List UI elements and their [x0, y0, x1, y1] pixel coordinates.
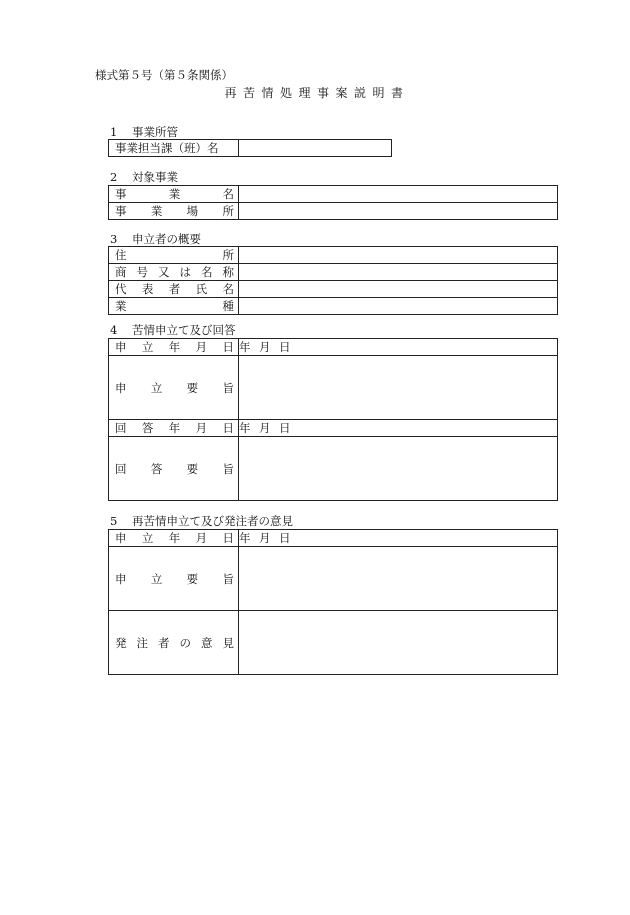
label-char: 申 [115, 380, 127, 395]
row-value-field[interactable] [239, 264, 558, 281]
date-field[interactable] [239, 530, 558, 547]
label-char: 旨 [222, 380, 234, 395]
row-label [109, 437, 239, 501]
label-char: 申 [115, 571, 127, 586]
label-char: 業 [115, 299, 127, 313]
label-char: 者 [168, 282, 181, 296]
label-char: 住 [115, 248, 127, 262]
label-char: 代 [115, 282, 127, 296]
row-label [109, 264, 239, 281]
label-char: 月 [195, 421, 208, 435]
date-year: 年 [239, 421, 251, 435]
section-number: 4 [110, 323, 118, 337]
label-char: 年 [168, 340, 181, 354]
label-char: 場 [186, 204, 199, 218]
label-char: 月 [195, 340, 208, 354]
label-char: 日 [222, 421, 234, 435]
row-label [109, 611, 239, 675]
row-value-field[interactable] [239, 356, 558, 420]
row-label: 事業担当課（班）名 [109, 140, 239, 157]
section-number: 3 [110, 232, 118, 246]
label-char: 旨 [222, 461, 234, 476]
label-char: 年 [168, 531, 181, 545]
row-value-field[interactable] [239, 186, 558, 203]
row-value-field[interactable] [239, 437, 558, 501]
label-char: 氏 [195, 282, 208, 296]
row-value-field[interactable] [239, 281, 558, 298]
row-value-field[interactable] [239, 203, 558, 220]
row-label [109, 547, 239, 611]
row-label [109, 420, 239, 437]
row-label [109, 203, 239, 220]
section-4-heading [110, 322, 236, 338]
section-5-table [108, 529, 558, 675]
date-day: 日 [279, 340, 291, 354]
form-number: 様式第５号（第５条関係） [95, 68, 233, 82]
label-char: 業 [168, 187, 181, 201]
section-number: 2 [110, 170, 118, 184]
row-label [109, 247, 239, 264]
row-label [109, 298, 239, 315]
label-char: 回 [115, 461, 127, 476]
date-day: 日 [279, 421, 291, 435]
label-char: 要 [186, 380, 199, 395]
row-value-field[interactable] [239, 611, 558, 675]
label-char: の [179, 635, 191, 650]
label-char: 名 [222, 187, 234, 201]
section-4-table [108, 338, 558, 501]
row-label [109, 339, 239, 356]
row-label [109, 356, 239, 420]
section-3-table [108, 246, 558, 315]
label-char: 申 [115, 340, 127, 354]
label-char: 種 [222, 299, 234, 313]
section-1-table [108, 139, 392, 157]
date-month: 月 [259, 531, 271, 545]
date-month: 月 [259, 421, 271, 435]
section-2-heading [110, 169, 178, 185]
label-char: 意 [201, 635, 213, 650]
label-char: 事 [115, 204, 127, 218]
label-char: 者 [158, 635, 170, 650]
section-5-heading [110, 513, 293, 529]
row-label [109, 281, 239, 298]
label-char: 発 [115, 635, 127, 650]
section-title: 再苦情申立て及び発注者の意見 [132, 514, 293, 528]
label-char: 旨 [222, 571, 234, 586]
row-value-field[interactable] [239, 247, 558, 264]
label-char: 回 [115, 421, 127, 435]
row-label [109, 186, 239, 203]
label-char: 名 [201, 265, 213, 279]
label-char: 商 [115, 265, 127, 279]
date-year: 年 [239, 340, 251, 354]
section-2-table [108, 185, 558, 220]
section-number: 1 [110, 125, 118, 139]
label-char: 立 [150, 571, 163, 586]
label-char: 又 [158, 265, 170, 279]
label-char: 表 [141, 282, 154, 296]
label-char: 要 [186, 461, 199, 476]
section-title: 事業所管 [132, 125, 178, 139]
label-char: 立 [141, 340, 154, 354]
label-char: 日 [222, 340, 234, 354]
label-char: は [179, 265, 191, 279]
document-title: 再苦情処理事案説明書 [224, 86, 410, 100]
label-char: 申 [115, 531, 127, 545]
date-day: 日 [279, 531, 291, 545]
label-char: 答 [141, 421, 154, 435]
date-field[interactable] [239, 339, 558, 356]
label-char: 所 [222, 204, 234, 218]
label-char: 月 [195, 531, 208, 545]
row-value-field[interactable] [239, 547, 558, 611]
row-value-field[interactable] [239, 140, 392, 157]
label-char: 見 [222, 635, 234, 650]
label-char: 答 [150, 461, 163, 476]
label-char: 号 [136, 265, 148, 279]
section-title: 申立者の概要 [132, 232, 201, 246]
section-1-heading [110, 124, 178, 140]
label-char: 日 [222, 531, 234, 545]
row-label [109, 530, 239, 547]
label-char: 名 [222, 282, 234, 296]
date-year: 年 [239, 531, 251, 545]
label-char: 事 [115, 187, 127, 201]
section-title: 対象事業 [132, 170, 178, 184]
label-char: 立 [150, 380, 163, 395]
label-char: 業 [150, 204, 163, 218]
section-3-heading [110, 231, 201, 247]
date-month: 月 [259, 340, 271, 354]
date-field[interactable] [239, 420, 558, 437]
section-number: 5 [110, 514, 118, 528]
label-char: 要 [186, 571, 199, 586]
label-char: 立 [141, 531, 154, 545]
label-char: 年 [168, 421, 181, 435]
section-title: 苦情申立て及び回答 [132, 323, 236, 337]
label-char: 所 [222, 248, 234, 262]
label-char: 称 [222, 265, 234, 279]
row-value-field[interactable] [239, 298, 558, 315]
label-char: 注 [136, 635, 148, 650]
